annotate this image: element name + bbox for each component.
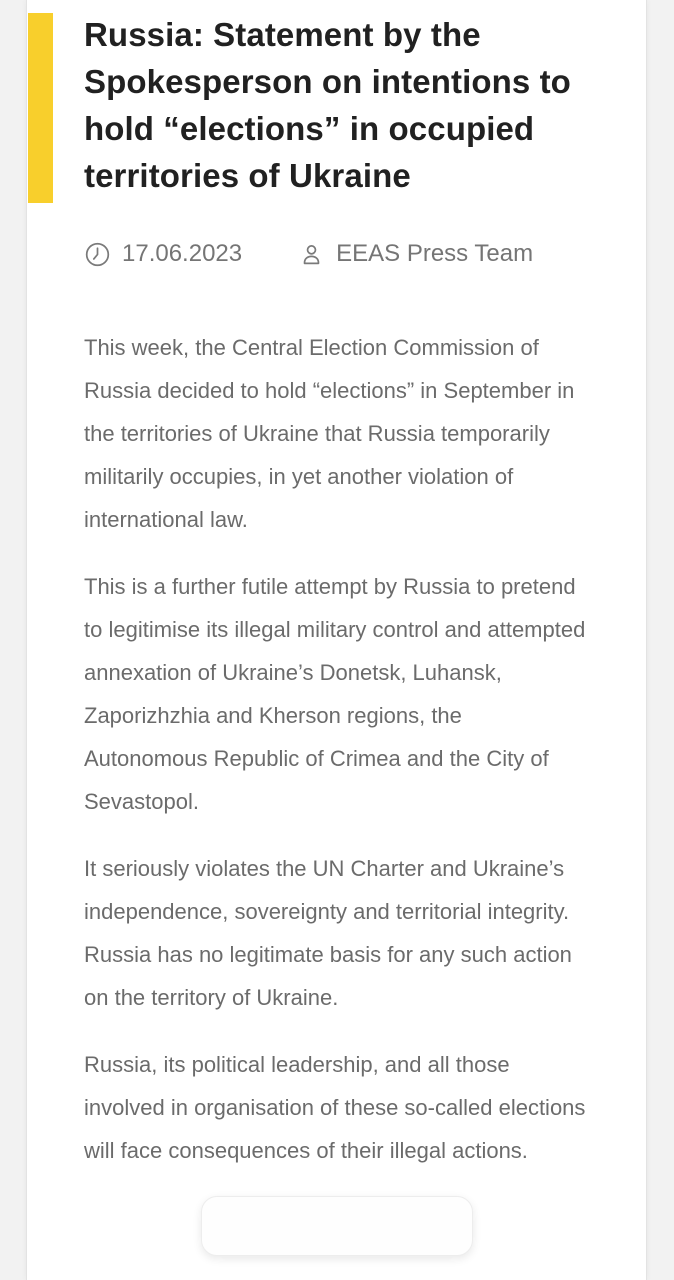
paragraph: This week, the Central Election Commission of Russia decided to hold “elections” in September in the territories of Ukraine that Russia temporarily militarily occupies, in yet another violation of international law. [84,335,575,532]
paragraph: Russia, its political leadership, and all those involved in organisation of these so-called elections will face consequences of their illegal actions. [84,1052,586,1163]
article-card [26,0,647,1280]
paragraph: It seriously violates the UN Charter and Ukraine’s independence, sovereignty and territorial integrity. Russia has no legitimate basis for any such action on the territory of Ukraine. [84,856,572,1010]
article-meta [84,240,590,268]
author [298,240,533,268]
publish-date-text: 17.06.2023 [122,240,243,267]
article-body [84,326,590,1172]
author-text: EEAS Press Team [336,240,534,267]
publish-date [84,240,242,268]
clock-icon [84,241,111,268]
title-accent-bar [28,13,53,203]
article-title: Russia: Statement by the Spokesperson on intentions to hold “elections” in occupied territories of Ukraine [84,16,571,194]
paragraph: This is a further futile attempt by Russia to pretend to legitimise its illegal military control and attempted annexation of Ukraine’s Donetsk, Luhansk, Zaporizhzhia and Kherson regions, the Autonomous Republic of Crimea and the City of Sevastopol. [84,574,586,814]
person-icon [298,241,325,268]
cut-off-action-button[interactable] [201,1196,473,1256]
